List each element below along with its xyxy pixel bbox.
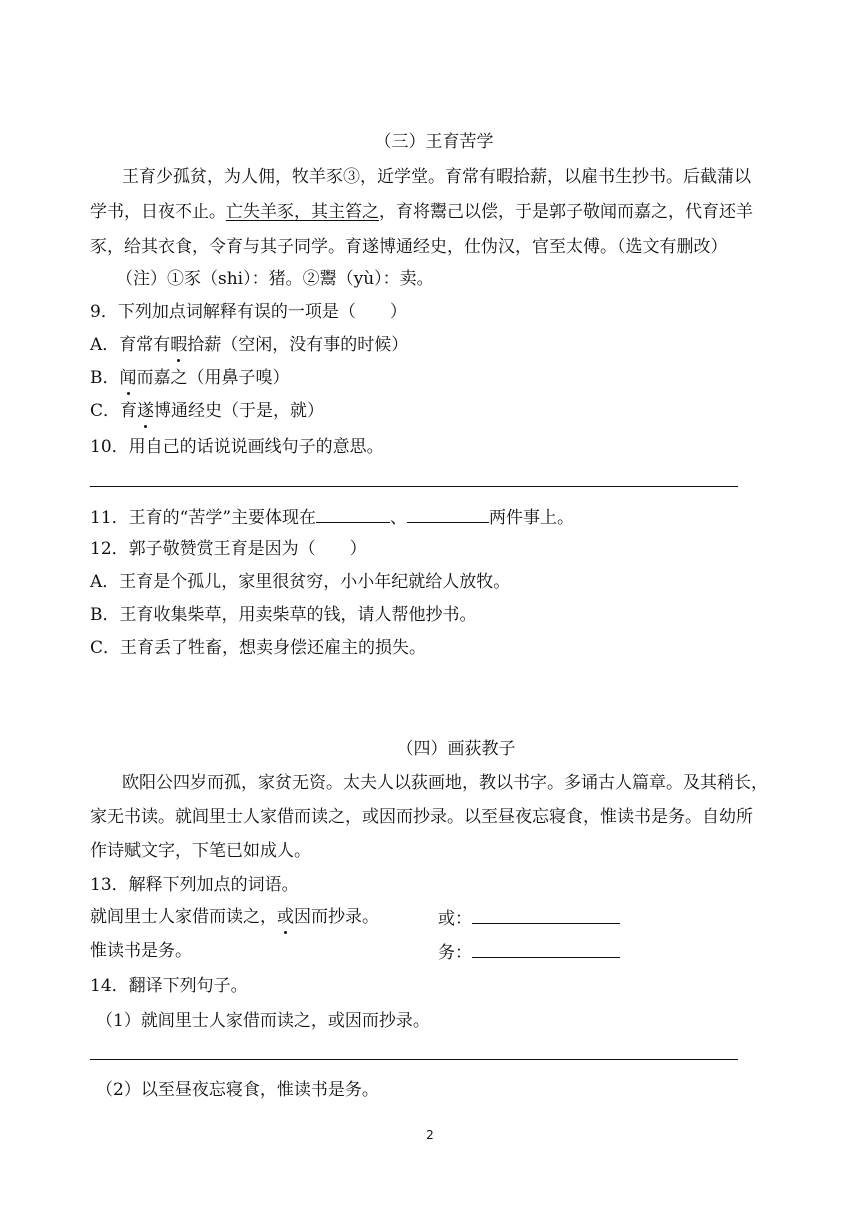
question-12-option-a: A．王育是个孤儿，家里很贫穷，小小年纪就给人放牧。 xyxy=(90,572,511,592)
text-segment: ，育将鬻己以偿，于是郭子敬闻而嘉之，代育还羊 xyxy=(379,202,753,222)
question-9: 9．下列加点词解释有误的一项是（ ） xyxy=(90,302,407,322)
answer-line xyxy=(90,1059,738,1060)
text-segment: B． xyxy=(90,368,120,388)
question-12-option-c: C．王育丢了牲畜，想卖身偿还雇主的损失。 xyxy=(90,638,427,658)
question-14: 14．翻译下列句子。 xyxy=(90,976,248,996)
question-12-option-b: B．王育收集柴草，用卖柴草的钱，请人帮他抄书。 xyxy=(90,605,477,625)
section4-title: （四）画荻教子 xyxy=(396,739,516,759)
text-segment: 就闾里士人家借而读之， xyxy=(90,907,277,927)
text-segment: 而嘉之（用鼻子嗅） xyxy=(136,368,290,388)
dotted-word: 遂 xyxy=(137,401,155,421)
underlined-sentence: 亡失羊豕，其主笞之 xyxy=(226,202,379,222)
text-segment: 两件事上。 xyxy=(489,508,575,528)
section3-title: （三）王育苦学 xyxy=(374,132,494,152)
question-14-part-1: （1）就闾里士人家借而读之，或因而抄录。 xyxy=(96,1011,430,1031)
section4-paragraph-line-1: 欧阳公四岁而孤，家贫无资。太夫人以荻画地，教以书字。多诵古人篇章。及其稍长， xyxy=(122,773,768,793)
text-segment: 惟读书是 xyxy=(90,941,158,961)
page-number: 2 xyxy=(426,1128,434,1142)
section3-note: （注）①豕（shi）：猪。②鬻（yù）：卖。 xyxy=(116,269,434,289)
text-segment: A．育常有 xyxy=(90,335,171,355)
question-9-option-b xyxy=(90,367,290,389)
answer-blank xyxy=(472,906,620,924)
text-segment: 因而抄录。 xyxy=(294,907,379,927)
question-11 xyxy=(90,505,574,529)
text-segment: 博通经史（于是，就） xyxy=(154,401,325,421)
text-segment: C．育 xyxy=(90,401,138,421)
dotted-word: 暇 xyxy=(170,335,188,355)
question-13-answer-2 xyxy=(438,940,620,964)
question-13-item-2 xyxy=(90,940,192,962)
text-segment: 11．王育的“苦学”主要体现在 xyxy=(90,508,317,528)
text-segment: 拾薪（空闲，没有事的时候） xyxy=(187,335,409,355)
section4-paragraph-line-3: 作诗赋文字，下笔已如成人。 xyxy=(90,841,311,861)
question-10: 10．用自己的话说说画线句子的意思。 xyxy=(90,437,384,457)
section3-paragraph-line-1: 王育少孤贫，为人佣，牧羊豕③，近学堂。育常有暇拾薪，以雇书生抄书。后截蒲以 xyxy=(122,167,751,187)
dotted-word: 闻 xyxy=(119,368,137,388)
question-14-part-2: （2）以至昼夜忘寝食，惟读书是务。 xyxy=(96,1080,379,1100)
text-segment: 。 xyxy=(175,941,192,961)
text-segment: 、 xyxy=(390,508,408,528)
question-9-option-c xyxy=(90,400,324,422)
question-13-answer-1 xyxy=(438,906,620,930)
question-13: 13．解释下列加点的词语。 xyxy=(90,875,299,895)
answer-blank xyxy=(407,505,489,523)
dotted-word: 或 xyxy=(277,907,294,927)
answer-line xyxy=(90,486,738,487)
section3-paragraph-line-2 xyxy=(90,201,753,223)
answer-blank xyxy=(316,505,390,523)
answer-label: 或： xyxy=(438,909,472,929)
answer-blank xyxy=(472,940,620,958)
question-9-option-a xyxy=(90,334,408,356)
question-13-item-1 xyxy=(90,906,379,928)
answer-label: 务： xyxy=(438,943,472,963)
section3-paragraph-line-3: 豕，给其衣食，令育与其子同学。育遂博通经史，仕伪汉，官至太傅。（选文有删改） xyxy=(90,237,728,257)
target-word: 务 xyxy=(158,941,175,961)
section4-paragraph-line-2: 家无书读。就闾里士人家借而读之，或因而抄录。以至昼夜忘寝食，惟读书是务。自幼所 xyxy=(90,807,753,827)
text-segment: 学书，日夜不止。 xyxy=(90,202,226,222)
question-12: 12．郭子敬赞赏王育是因为（ ） xyxy=(90,539,367,559)
